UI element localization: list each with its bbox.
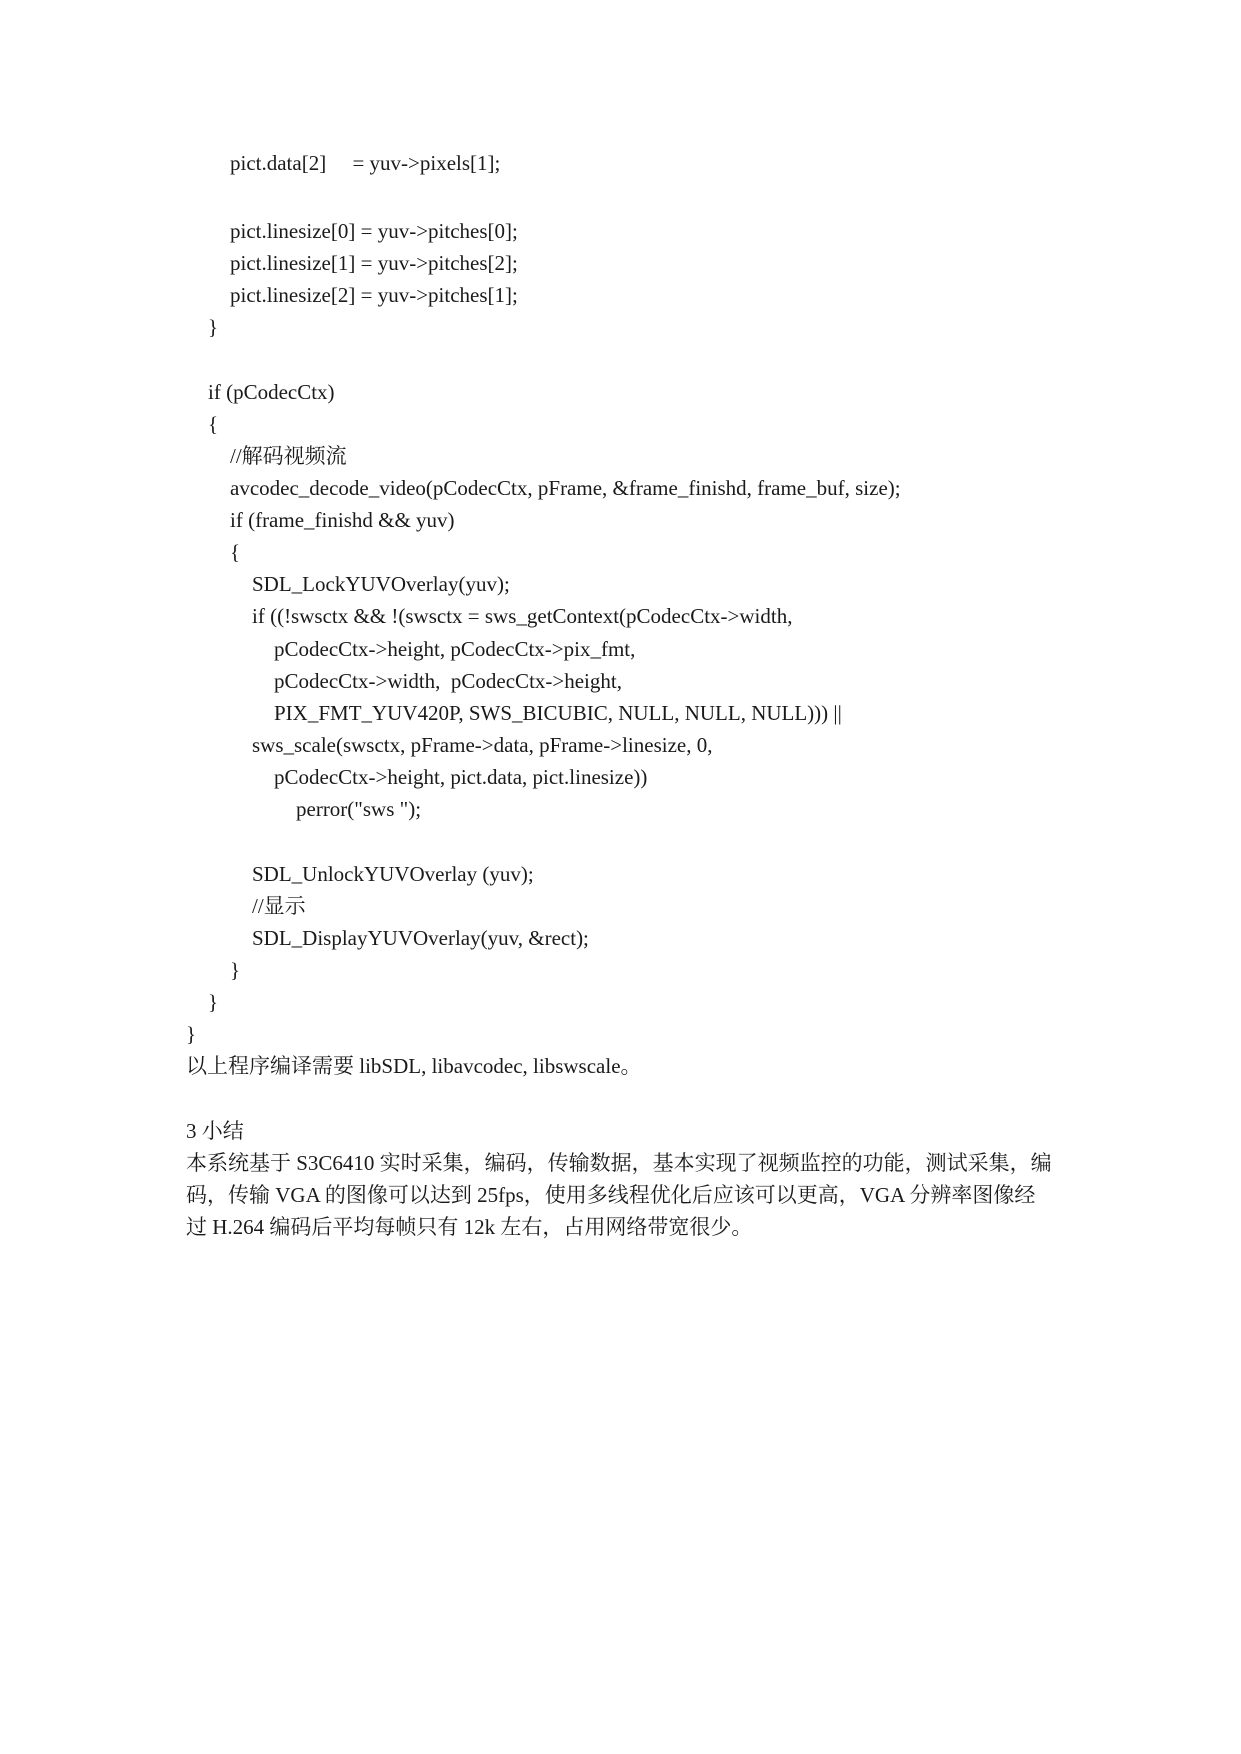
code-line: SDL_UnlockYUVOverlay (yuv);	[252, 862, 534, 886]
code-line: perror("sws ");	[296, 797, 422, 821]
code-line: pCodecCtx->width, pCodecCtx->height,	[274, 669, 622, 693]
code-line: if (pCodecCtx)	[208, 380, 335, 404]
code-comment: //解码视频流	[230, 444, 347, 468]
code-line: pict.linesize[1] = yuv->pitches[2];	[230, 251, 518, 275]
code-line: }	[208, 990, 219, 1014]
section-heading: 3 小结	[186, 1119, 244, 1143]
code-line: pCodecCtx->height, pCodecCtx->pix_fmt,	[274, 637, 636, 661]
code-line: {	[208, 412, 219, 436]
code-line: if ((!swsctx && !(swsctx = sws_getContext(pCodecCtx->width,	[252, 604, 793, 628]
summary-paragraph: 本系统基于 S3C6410 实时采集，编码，传输数据，基本实现了视频监控的功能，测试采集，编码，传输 VGA 的图像可以达到 25fps，使用多线程优化后应该可以更高，VGA 分辨率图像经过 H.264 编码后平均每帧只有 12k 左右，占用网络带宽很少。	[186, 1151, 1052, 1239]
code-comment: //显示	[252, 894, 306, 918]
code-line: }	[186, 1022, 197, 1046]
code-line: {	[230, 540, 241, 564]
code-line: pCodecCtx->height, pict.data, pict.linesize))	[274, 765, 648, 789]
code-line: avcodec_decode_video(pCodecCtx, pFrame, &frame_finishd, frame_buf, size);	[230, 476, 901, 500]
code-line: PIX_FMT_YUV420P, SWS_BICUBIC, NULL, NULL, NULL))) ||	[274, 701, 842, 725]
code-line: pict.data[2] = yuv->pixels[1];	[230, 151, 501, 175]
code-line: pict.linesize[2] = yuv->pitches[1];	[230, 283, 518, 307]
code-line: }	[208, 315, 219, 339]
code-line: SDL_DisplayYUVOverlay(yuv, &rect);	[252, 926, 589, 950]
code-line: SDL_LockYUVOverlay(yuv);	[252, 572, 510, 596]
code-line: }	[230, 958, 241, 982]
compile-note: 以上程序编译需要 libSDL, libavcodec, libswscale。	[186, 1054, 642, 1078]
code-line: pict.linesize[0] = yuv->pitches[0];	[230, 219, 518, 243]
code-line: sws_scale(swsctx, pFrame->data, pFrame->linesize, 0,	[252, 733, 713, 757]
code-line: if (frame_finishd && yuv)	[230, 508, 455, 532]
